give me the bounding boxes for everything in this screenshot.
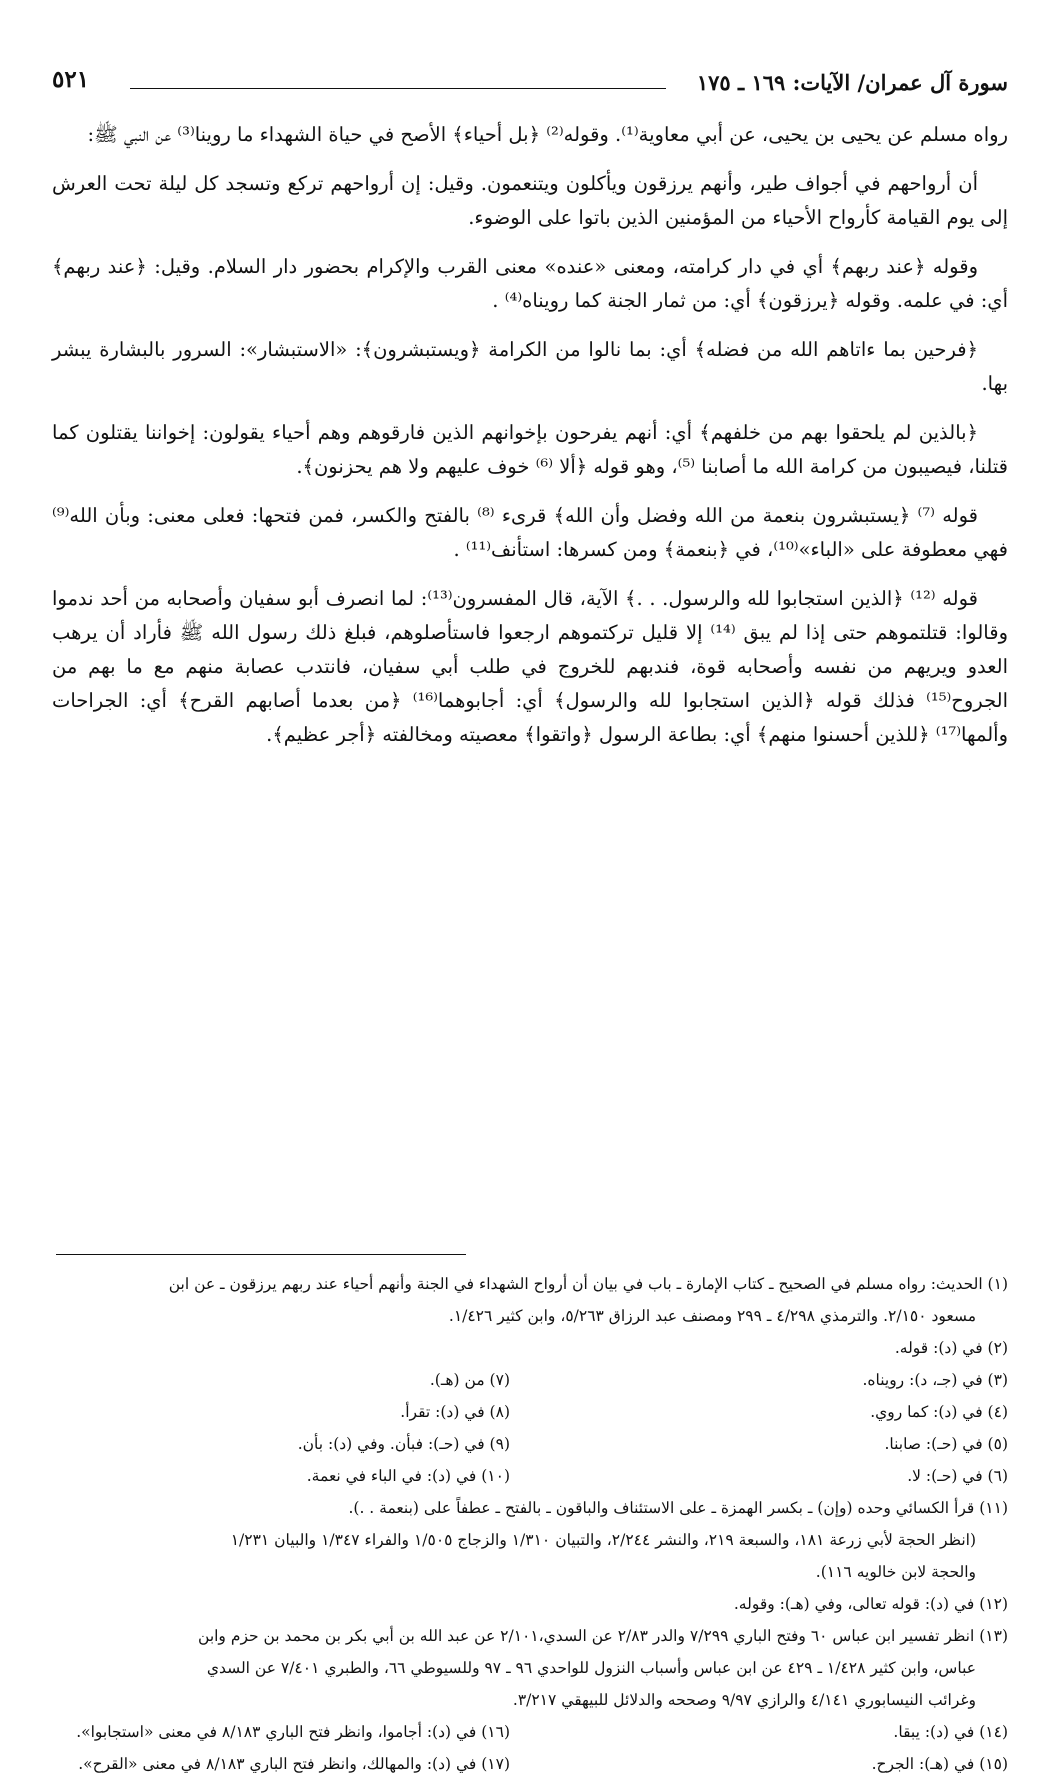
footnote-16: (١٦) في (د): أجاموا، وانظر فتح الباري ٨/١٨٣ في معنى «استجابوا».: [76, 1723, 510, 1741]
footnote-10: (١٠) في (د): في الباء في نعمة.: [306, 1467, 510, 1485]
footnote-11: (١١) قرأ الكسائي وحده (وإن) ـ بكسر الهمزة ـ على الاستئناف والباقون ـ بالفتح ـ عطفاً على (بنعمة . .).: [348, 1499, 1008, 1517]
footnote-11-cont: والحجة لابن خالويه ١١٦).: [815, 1563, 976, 1581]
footnote-5: (٥) في (حـ): صابنا.: [884, 1435, 1008, 1453]
footnote-11-cont: (انظر الحجة لأبي زرعة ١٨١، والسبعة ٢١٩، والنشر ٢/٢٤٤، والتبيان ١/٣١٠ والزجاج ١/٥٠٥ والفراء ١/٣٤٧ والبيان ١/٢٣١: [230, 1531, 976, 1549]
footnote-13-cont: وغرائب النيسابوري ٤/١٤١ والرازي ٩/٩٧ وصححه والدلائل للبيهقي ٣/٢١٧.: [512, 1691, 976, 1709]
footnote-9: (٩) في (حـ): فبأن. وفي (د): بأن.: [297, 1435, 510, 1453]
footnote-row: [52, 1748, 1008, 1780]
page-number: ٥٢١: [52, 66, 90, 93]
footnote-1-cont: مسعود ٢/١٥٠. والترمذي ٤/٢٩٨ ـ ٢٩٩ ومصنف عبد الرزاق ٥/٢٦٣، وابن كثير ١/٤٢٦.: [448, 1307, 976, 1325]
footnote-12: (١٢) في (د): قوله تعالى، وفي (هـ): وقوله.: [733, 1595, 1008, 1613]
footnote-15: (١٥) في (هـ): الجرح.: [871, 1755, 1008, 1773]
running-title: سورة آل عمران/ الآيات: ١٦٩ ـ ١٧٥: [696, 70, 1008, 95]
paragraph-7: قوله ⁽¹²⁾ ﴿الذين استجابوا لله والرسول. . .﴾ الآية، قال المفسرون⁽¹³⁾: لما انصرف أبو سفيان وأصحابه من أحد ندموا وقالوا: قتلتموهم حتى إذا لم يبق ⁽¹⁴⁾ إلا قليل تركتموهم ارجعوا فاستأصلوهم، فبلغ ذلك رسول الله ﷺ فأراد أن يرهب العدو ويريهم من نفسه وأصحابه قوة، فندبهم للخروج في طلب أبي سفيان، فانتدب عصابة منهم مع ما بهم من الجروح⁽¹⁵⁾ فذلك قوله ﴿الذين استجابوا لله والرسول﴾ أي: أجابوهما⁽¹⁶⁾ ﴿من بعدما أصابهم القرح﴾ أي: الجراحات وألمها⁽¹⁷⁾ ﴿للذين أحسنوا منهم﴾ أي: بطاعة الرسول ﴿واتقوا﴾ معصيته ومخالفته ﴿أجر عظيم﴾.: [52, 587, 1009, 746]
footnote-4: (٤) في (د): كما روي.: [870, 1403, 1008, 1421]
paragraph-6: قوله ⁽⁷⁾ ﴿يستبشرون بنعمة من الله وفضل وأن الله﴾ قرىء ⁽⁸⁾ بالفتح والكسر، فمن فتحها: فعلى معنى: وبأن الله⁽⁹⁾ فهي معطوفة على «الباء»⁽¹⁰⁾، في ﴿بنعمة﴾ ومن كسرها: استأنف⁽¹¹⁾ .: [52, 504, 1008, 561]
footnote-2: (٢) في (د): قوله.: [894, 1339, 1008, 1357]
paragraph-2: أن أرواحهم في أجواف طير، وأنهم يرزقون ويأكلون ويتنعمون. وقيل: إن أرواحهم تركع وتسجد كل ليلة تحت العرش إلى يوم القيامة كأرواح الأحياء من المؤمنين الذين باتوا على الوضوء.: [52, 172, 1008, 229]
footnote-17: (١٧) في (د): والمهالك، وانظر فتح الباري ٨/١٨٣ في معنى «القرح».: [78, 1755, 510, 1773]
footnote-rule: [56, 1254, 466, 1255]
paragraph-1: رواه مسلم عن يحيى بن يحيى، عن أبي معاوية⁽¹⁾. وقوله⁽²⁾ ﴿بل أحياء﴾ الأصح في حياة الشهداء ما روينا⁽³⁾ عن النبي ﷺ:: [87, 123, 1008, 146]
footnote-13-cont: عباس، وابن كثير ١/٤٢٨ ـ ٤٢٩ عن ابن عباس وأسباب النزول للواحدي ٩٦ ـ ٩٧ وللسيوطي ٦٦، والطبري ٧/٤٠١ عن السدي: [206, 1659, 976, 1677]
header-rule: [130, 88, 666, 89]
footnote-row: [52, 1716, 1008, 1748]
footnote-row: [52, 1396, 1008, 1428]
footnote-3: (٣) في (جـ، د): رويناه.: [862, 1371, 1008, 1389]
footnote-13: (١٣) انظر تفسير ابن عباس ٦٠ وفتح الباري ٧/٢٩٩ والدر ٢/٨٣ عن السدي،٢/١٠١ عن عبد الله بن أبي بكر بن محمد بن حزم وابن: [198, 1627, 1008, 1645]
main-text: [52, 118, 1008, 767]
footnote-1: (١) الحديث: رواه مسلم في الصحيح ـ كتاب الإمارة ـ باب في بيان أن أرواح الشهداء في الجنة وأنهم أحياء عند ربهم يرزقون ـ عن ابن: [168, 1275, 1008, 1293]
footnote-7: (٧) من (هـ).: [429, 1371, 510, 1389]
page-header: [52, 64, 1008, 104]
paragraph-5: ﴿بالذين لم يلحقوا بهم من خلفهم﴾ أي: أنهم يفرحون بإخوانهم الذين فارقوهم وهم أحياء يقولون: إخواننا يقتلون كما قتلنا، فيصيبون من كرامة الله ما أصابنا ⁽⁵⁾، وهو قوله ﴿ألا ⁽⁶⁾ خوف عليهم ولا هم يحزنون﴾.: [52, 421, 1008, 478]
paragraph-4: ﴿فرحين بما ءاتاهم الله من فضله﴾ أي: بما نالوا من الكرامة ﴿ويستبشرون﴾: «الاستبشار»: السرور بالبشارة يبشر بها.: [52, 338, 1008, 395]
footnote-6: (٦) في (حـ): لا.: [907, 1467, 1008, 1485]
paragraph-3: وقوله ﴿عند ربهم﴾ أي في دار كرامته، ومعنى «عنده» معنى القرب والإكرام بحضور دار السلام. وقيل: ﴿عند ربهم﴾ أي: في علمه. وقوله ﴿يرزقون﴾ أي: من ثمار الجنة كما رويناه⁽⁴⁾ .: [52, 255, 1008, 312]
footnote-row: [52, 1460, 1008, 1492]
footnote-8: (٨) في (د): تقرأ.: [400, 1403, 510, 1421]
footnotes: [52, 1268, 1008, 1780]
footnote-row: [52, 1364, 1008, 1396]
footnote-row: [52, 1428, 1008, 1460]
footnote-14: (١٤) في (د): يبقا.: [893, 1723, 1008, 1741]
